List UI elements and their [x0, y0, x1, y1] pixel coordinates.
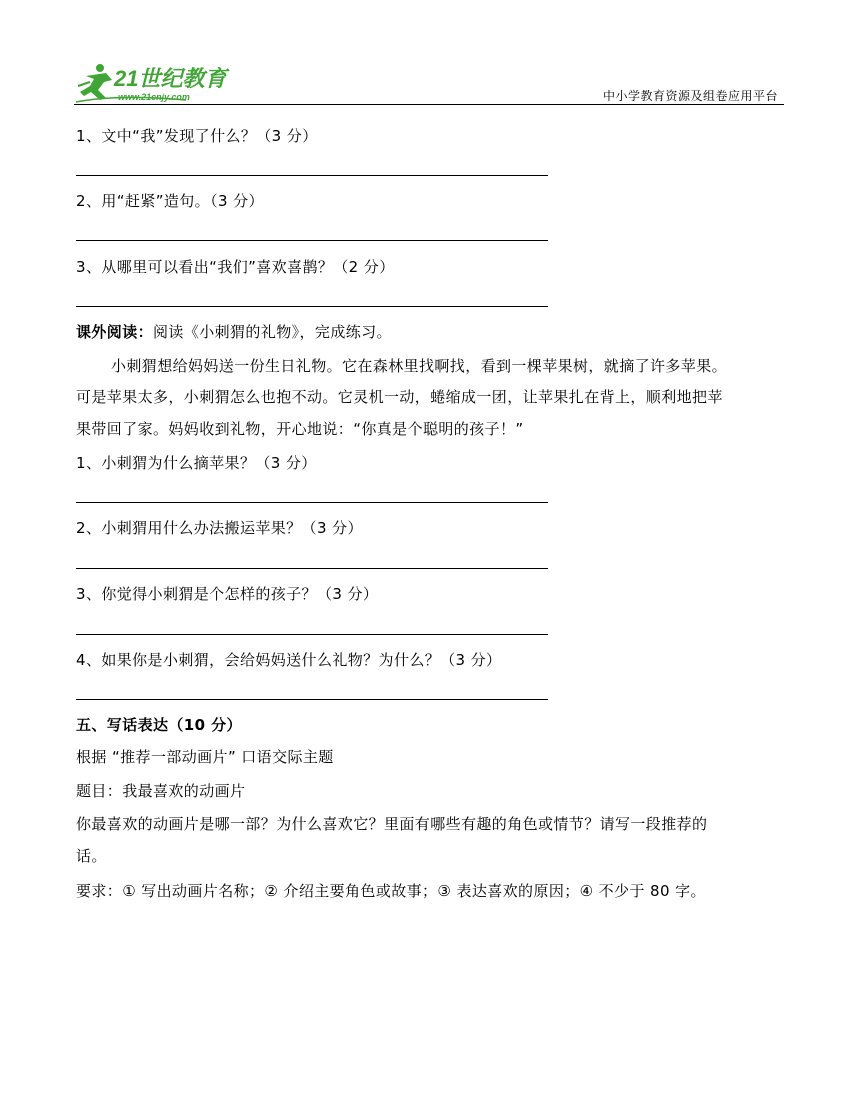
writing-requirements: 要求：① 写出动画片名称；② 介绍主要角色或故事；③ 表达喜欢的原因；④ 不少于 80 字。	[76, 882, 706, 900]
answer-line-3[interactable]	[76, 306, 548, 307]
reading-question-4: 4、如果你是小刺猬，会给妈妈送什么礼物？为什么？（3 分）	[76, 651, 502, 669]
reading-answer-line-4[interactable]	[76, 699, 548, 700]
platform-name: 中小学教育资源及组卷应用平台	[602, 89, 778, 103]
answer-line-1[interactable]	[76, 175, 548, 176]
runner-logo-icon	[76, 62, 236, 104]
question-3: 3、从哪里可以看出“我们”喜欢喜鹊？（2 分）	[76, 258, 395, 276]
question-2: 2、用“赶紧”造句。（3 分）	[76, 192, 264, 210]
logo-url-text: www.21cnjy.com	[118, 92, 190, 102]
answer-line-2[interactable]	[76, 240, 548, 241]
logo	[76, 62, 236, 104]
writing-prompt-line-2: 话。	[76, 847, 107, 865]
passage-line-1: 小刺猬想给妈妈送一份生日礼物。它在森林里找啊找，看到一棵苹果树，就摘了许多苹果。	[111, 357, 728, 375]
writing-prompt-line-1: 你最喜欢的动画片是哪一部？为什么喜欢它？里面有哪些有趣的角色或情节？请写一段推荐的	[76, 815, 708, 833]
reading-question-2: 2、小刺猬用什么办法搬运苹果？（3 分）	[76, 519, 363, 537]
extra-reading-heading	[76, 322, 392, 342]
writing-theme: 根据 “推荐一部动画片” 口语交际主题	[76, 748, 334, 766]
passage-line-2: 可是苹果太多，小刺猬怎么也抱不动。它灵机一动，蜷缩成一团，让苹果扎在背上，顺利地把苹	[76, 388, 723, 406]
extra-reading-intro: 阅读《小刺猬的礼物》，完成练习。	[153, 323, 392, 341]
reading-question-3: 3、你觉得小刺猬是个怎样的孩子？（3 分）	[76, 585, 379, 603]
logo-text: 21世纪教育	[114, 66, 227, 91]
reading-answer-line-1[interactable]	[76, 502, 548, 503]
reading-question-1: 1、小刺猬为什么摘苹果？（3 分）	[76, 454, 317, 472]
header-divider	[74, 104, 784, 105]
reading-answer-line-2[interactable]	[76, 568, 548, 569]
writing-heading: 五、写话表达（10 分）	[76, 716, 242, 734]
writing-title: 题目：我最喜欢的动画片	[76, 782, 246, 800]
passage-line-3: 果带回了家。妈妈收到礼物，开心地说：“你真是个聪明的孩子！”	[76, 420, 524, 438]
reading-answer-line-3[interactable]	[76, 634, 548, 635]
page-header	[0, 0, 860, 110]
question-1: 1、文中“我”发现了什么？（3 分）	[76, 127, 318, 145]
extra-reading-label: 课外阅读：	[76, 323, 154, 341]
